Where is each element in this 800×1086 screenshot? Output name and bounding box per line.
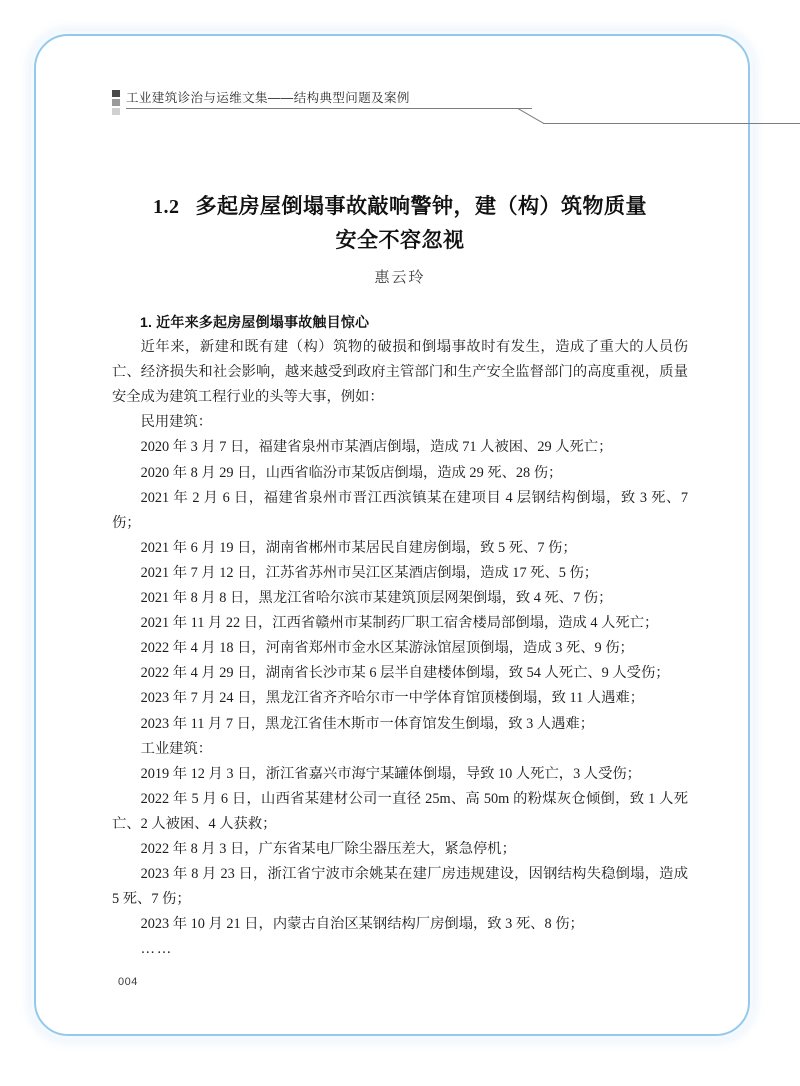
incident-item: 2021 年 8 月 8 日，黑龙江省哈尔滨市某建筑顶层网架倒塌，致 4 死、7 伤； bbox=[140, 590, 613, 607]
page-number: 004 bbox=[118, 976, 138, 988]
body-text bbox=[112, 310, 688, 962]
incident-item: 2019 年 12 月 3 日，浙江省嘉兴市海宁某罐体倒塌，导致 10 人死亡，3 人受伤； bbox=[140, 765, 641, 782]
incident-item: 2022 年 4 月 18 日，河南省郑州市金水区某游泳馆屋顶倒塌，造成 3 死、9 伤； bbox=[140, 640, 634, 657]
decoration-square-mid bbox=[112, 99, 120, 106]
section-title-line-2: 安全不容忽视 bbox=[335, 229, 465, 252]
decoration-square-light bbox=[112, 108, 120, 115]
incident-item: 2022 年 5 月 6 日，山西省某建材公司一直径 25m、高 50m 的粉煤灰仓倾倒，致 1 人死亡、2 人被困、4 人获救； bbox=[112, 790, 688, 832]
incident-item: 2023 年 10 月 21 日，内蒙古自治区某钢结构厂房倒塌，致 3 死、8 伤； bbox=[140, 916, 584, 933]
incident-item: 2023 年 11 月 7 日，黑龙江省佳木斯市一体育馆发生倒塌，致 3 人遇难； bbox=[140, 715, 594, 732]
body-intro-paragraph: 近年来，新建和既有建（构）筑物的破损和倒塌事故时有发生，造成了重大的人员伤亡、经济损失和社会影响，越来越受到政府主管部门和生产安全监督部门的高度重视，质量安全成为建筑工程行业的头等大事，例如： bbox=[112, 339, 688, 406]
page-title bbox=[112, 190, 688, 257]
incident-item: 2020 年 8 月 29 日，山西省临汾市某饭店倒塌，造成 29 死、28 伤； bbox=[140, 464, 563, 481]
running-head bbox=[112, 88, 688, 134]
civil-buildings-label: 民用建筑： bbox=[140, 414, 213, 431]
incident-item: 2022 年 4 月 29 日，湖南省长沙市某 6 层半自建楼体倒塌，致 54 人死亡、9 人受伤； bbox=[140, 665, 670, 682]
incident-item: 2021 年 6 月 19 日，湖南省郴州市某居民自建房倒塌，致 5 死、7 伤； bbox=[140, 539, 577, 556]
incident-item: 2023 年 8 月 23 日，浙江省宁波市余姚某在建厂房违规建设，因钢结构失稳倒塌，造成 5 死、7 伤； bbox=[112, 866, 688, 908]
incident-item: 2021 年 11 月 22 日，江西省赣州市某制药厂职工宿舍楼局部倒塌，造成 4 人死亡； bbox=[140, 615, 659, 632]
running-head-rule-top bbox=[126, 108, 532, 109]
incident-item: 2023 年 7 月 24 日，黑龙江省齐齐哈尔市一中学体育馆顶楼倒塌，致 11 人遇难； bbox=[140, 690, 645, 707]
running-head-rule-diagonal bbox=[518, 108, 544, 123]
industrial-buildings-label: 工业建筑： bbox=[140, 740, 213, 757]
incident-item: 2021 年 2 月 6 日，福建省泉州市晋江西滨镇某在建项目 4 层钢结构倒塌，致 3 死、7 伤； bbox=[112, 489, 688, 531]
author-name: 惠云玲 bbox=[374, 270, 426, 286]
incident-item: 2020 年 3 月 7 日，福建省泉州市某酒店倒塌，造成 71 人被困、29 人死亡； bbox=[140, 439, 613, 456]
section-title-line-1: 多起房屋倒塌事故敲响警钟，建（构）筑物质量 bbox=[195, 195, 647, 218]
continuation-ellipsis: …… bbox=[140, 941, 174, 958]
running-head-decoration bbox=[112, 90, 121, 117]
incident-item: 2022 年 8 月 3 日，广东省某电厂除尘器压差大，紧急停机； bbox=[140, 840, 516, 857]
decoration-square-dark bbox=[112, 90, 120, 97]
running-head-rule-bottom bbox=[543, 123, 800, 124]
section-number: 1.2 bbox=[153, 196, 180, 218]
body-subheading: 1. 近年来多起房屋倒塌事故触目惊心 bbox=[140, 314, 370, 330]
running-head-text: 工业建筑诊治与运维文集——结构典型问题及案例 bbox=[126, 91, 410, 105]
incident-item: 2021 年 7 月 12 日，江苏省苏州市吴江区某酒店倒塌，造成 17 死、5 伤； bbox=[140, 564, 599, 581]
